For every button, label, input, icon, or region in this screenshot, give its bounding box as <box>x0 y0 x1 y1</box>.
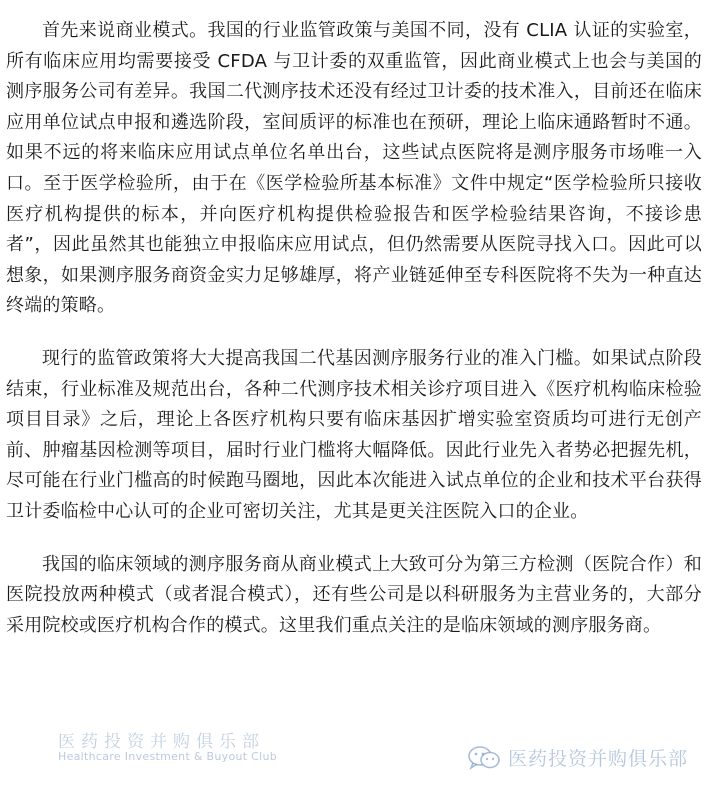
paragraph-service-providers: 我国的临床领域的测序服务商从商业模式上大致可分为第三方检测（医院合作）和医院投放两种模式（或者混合模式），还有些公司是以科研服务为主营业务的，大部分采用院校或医疗机构合作的模式。这里我们重点关注的是临床领域的测序服务商。 <box>6 553 702 636</box>
paragraph-business-model: 首先来说商业模式。我国的行业监管政策与美国不同，没有 CLIA 认证的实验室，所有临床应用均需要接受 CFDA 与卫计委的双重监管，因此商业模式上也会与美国的测序服务公司有差异。我国二代测序技术还没有经过卫计委的技术准入，目前还在临床应用单位试点申报和遴选阶段，室间质评的标准也在预研，理论上临床通路暂时不通。如果不远的将来临床应用试点单位名单出台，这些试点医院将是测序服务市场唯一入口。至于医学检验所，由于在《医学检验所基本标准》文件中规定“医学检验所只接收医疗机构提供的标本，并向医疗机构提供检验报告和医学检验结果咨询，不接诊患者”，因此虽然其也能独立申报临床应用试点，但仍然需要从医院寻找入口。因此可以想象，如果测序服务商资金实力足够雄厚，将产业链延伸至专科医院将不失为一种直达终端的策略。 <box>6 20 702 317</box>
paragraph-regulatory-policy: 现行的监管政策将大大提高我国二代基因测序服务行业的准入门槛。如果试点阶段结束，行业标准及规范出台，各种二代测序技术相关诊疗项目进入《医疗机构临床检验项目目录》之后，理论上各医疗机构只要有临床基因扩增实验室资质均可进行无创产前、肿瘤基因检测等项目，届时行业门槛将大幅降低。因此行业先入者势必把握先机，尽可能在行业门槛高的时候跑马圈地，因此本次能进入试点单位的企业和技术平台获得卫计委临检中心认可的企业可密切关注，尤其是更关注医院入口的企业。 <box>6 347 702 522</box>
watermark-club-logo <box>58 727 277 763</box>
article-body <box>6 16 702 641</box>
watermark-club-english-name: Healthcare Investment & Buyout Club <box>58 750 278 763</box>
watermark-club-name: 医药投资并购俱乐部 <box>58 732 265 752</box>
wechat-icon <box>468 746 500 770</box>
watermark-account-name: 医药投资并购俱乐部 <box>507 748 688 770</box>
watermark-wechat-account <box>468 744 688 771</box>
